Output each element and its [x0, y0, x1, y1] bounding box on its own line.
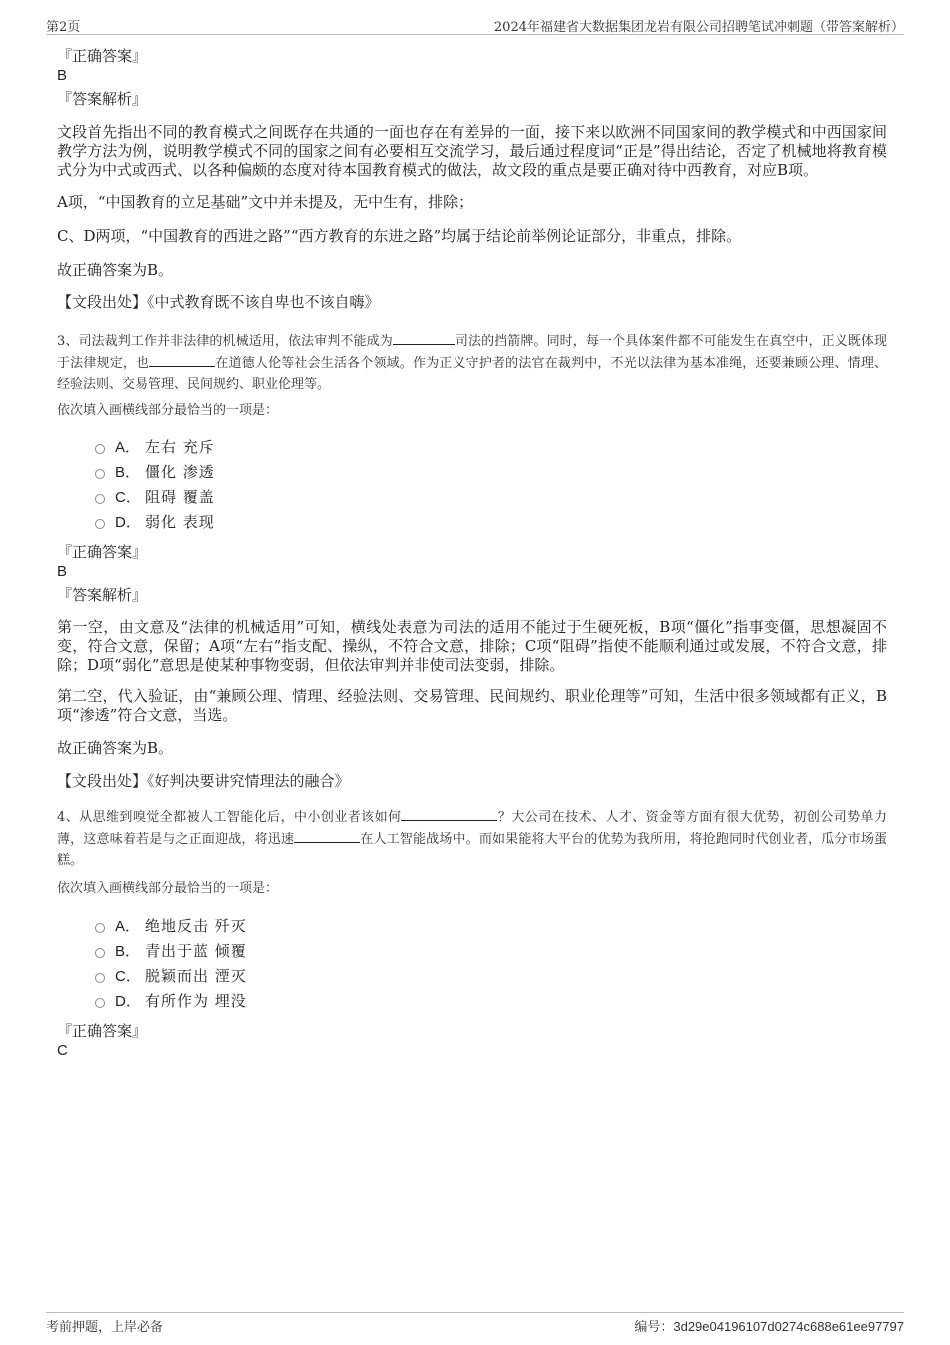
footer-slogan: 考前押题，上岸必备	[46, 1320, 164, 1335]
option-text: 青出于蓝 倾覆	[145, 942, 247, 960]
option-text: 绝地反击 歼灭	[145, 917, 247, 935]
q3-text-part-2: 司法的挡箭牌。同时，每一个具体案件都不可能发生在真空中，正义既体现于法律规定，也	[57, 334, 887, 371]
radio-icon[interactable]	[95, 469, 105, 479]
q4-instruction: 依次填入画横线部分最恰当的一项是：	[57, 881, 279, 896]
answer-value: C	[57, 1042, 68, 1059]
option-text: 阻碍 覆盖	[145, 488, 215, 506]
q4-text-part-2: ？大公司在技术、人才、资金等方面有很大优势，初创公司势单力薄，这意味着若是与之正面迎战，将迅速	[57, 810, 887, 847]
answer-value: B	[57, 67, 68, 84]
option-text: 有所作为 埋没	[145, 992, 247, 1010]
page-footer	[46, 1312, 904, 1335]
q3-source: 【文段出处】《好判决要讲究情理法的融合》	[57, 772, 350, 790]
q4-text-part-3: 在人工智能战场中。而如果能将大平台的优势为我所用，将抢跑同时代创业者，瓜分市场蛋糕。	[57, 832, 887, 868]
q3-blank-1	[393, 330, 455, 345]
answer-label: 『正确答案』	[57, 543, 148, 561]
document-title: 2024年福建省大数据集团龙岩有限公司招聘笔试冲刺题（带答案解析）	[493, 20, 904, 35]
q3-text-part-1: 3、司法裁判工作并非法律的机械适用，依法审判不能成为	[57, 334, 393, 349]
answer-value: B	[57, 563, 68, 580]
option-letter: C．	[115, 968, 141, 985]
radio-icon[interactable]	[95, 998, 105, 1008]
q2-analysis-paragraph-2: A项，“中国教育的立足基础”文中并未提及，无中生有，排除；	[57, 193, 474, 211]
option-letter: B．	[115, 464, 141, 481]
option-text: 弱化 表现	[145, 513, 215, 531]
q3-instruction: 依次填入画横线部分最恰当的一项是：	[57, 403, 279, 418]
option-text: 左右 充斥	[145, 438, 215, 456]
q3-analysis-paragraph-2: 第二空，代入验证，由“兼顾公理、情理、经验法则、交易管理、民间规约、职业伦理等”可知，生活中很多领域都有正义，B项“渗透”符合文意，当选。	[57, 687, 887, 724]
radio-icon[interactable]	[95, 923, 105, 933]
option-letter: D．	[115, 993, 141, 1010]
q4-blank-2	[294, 828, 360, 843]
q3-blank-2	[149, 352, 215, 367]
q4-question-text	[57, 806, 887, 871]
q3-analysis-paragraph-1: 第一空，由文意及“法律的机械适用”可知，横线处表意为司法的适用不能过于生硬死板，B项“僵化”指事变僵，思想凝固不变，符合文意，保留；A项“左右”指支配、操纵，不符合文意，排除；C项“阻碍”指使不能顺利通过或发展，不符合文意，排除；D项“弱化”意思是使某种事物变弱，但依法审判并非使司法变弱，排除。	[57, 618, 887, 674]
q4-text-part-1: 4、从思维到嗅觉全都被人工智能化后，中小创业者该如何	[57, 810, 402, 825]
radio-icon[interactable]	[95, 948, 105, 958]
page-number: 第2页	[46, 20, 81, 35]
option-letter: A．	[115, 918, 141, 935]
page-header	[46, 14, 904, 35]
answer-label: 『正确答案』	[57, 47, 148, 65]
q4-blank-1	[401, 806, 497, 821]
option-letter: D．	[115, 514, 141, 531]
q3-conclusion: 故正确答案为B。	[57, 739, 174, 757]
radio-icon[interactable]	[95, 444, 105, 454]
radio-icon[interactable]	[95, 519, 105, 529]
code-value: 3d29e04196107d0274c688e61ee97797	[673, 1319, 904, 1334]
radio-icon[interactable]	[95, 973, 105, 983]
option-text: 脱颖而出 湮灭	[145, 967, 247, 985]
radio-icon[interactable]	[95, 494, 105, 504]
analysis-label: 『答案解析』	[57, 586, 148, 604]
option-text: 僵化 渗透	[145, 463, 215, 481]
q2-conclusion: 故正确答案为B。	[57, 261, 174, 279]
option-letter: C．	[115, 489, 141, 506]
q3-answer-section	[57, 542, 887, 605]
q2-answer-section	[57, 46, 887, 109]
option-letter: B．	[115, 943, 141, 960]
q3-text-part-3: 在道德人伦等社会生活各个领域。作为正义守护者的法官在裁判中，不光以法律为基本准绳，还要兼顾公理、情理、经验法则、交易管理、民间规约、职业伦理等。	[57, 356, 887, 392]
q2-analysis-paragraph-3: C、D两项，“中国教育的西进之路”“西方教育的东进之路”均属于结论前举例论证部分，非重点，排除。	[57, 227, 742, 245]
q2-analysis-paragraph-1: 文段首先指出不同的教育模式之间既存在共通的一面也存在有差异的一面，接下来以欧洲不同国家间的教学模式和中西国家间教学方法为例，说明教学模式不同的国家之间有必要相互交流学习，最后通过程度词“正是”得出结论，否定了机械地将教育模式分为中式或西式、以各种偏颇的态度对待本国教育模式的做法，故文段的重点是要正确对待中西教育，对应B项。	[57, 123, 887, 179]
q4-answer-section	[57, 1021, 887, 1061]
answer-label: 『正确答案』	[57, 1022, 148, 1040]
q2-source: 【文段出处】《中式教育既不该自卑也不该自嗨》	[57, 293, 380, 311]
code-label: 编号：	[634, 1320, 674, 1335]
analysis-label: 『答案解析』	[57, 90, 148, 108]
q3-question-text	[57, 330, 887, 395]
document-code	[634, 1316, 904, 1335]
option-letter: A．	[115, 439, 141, 456]
